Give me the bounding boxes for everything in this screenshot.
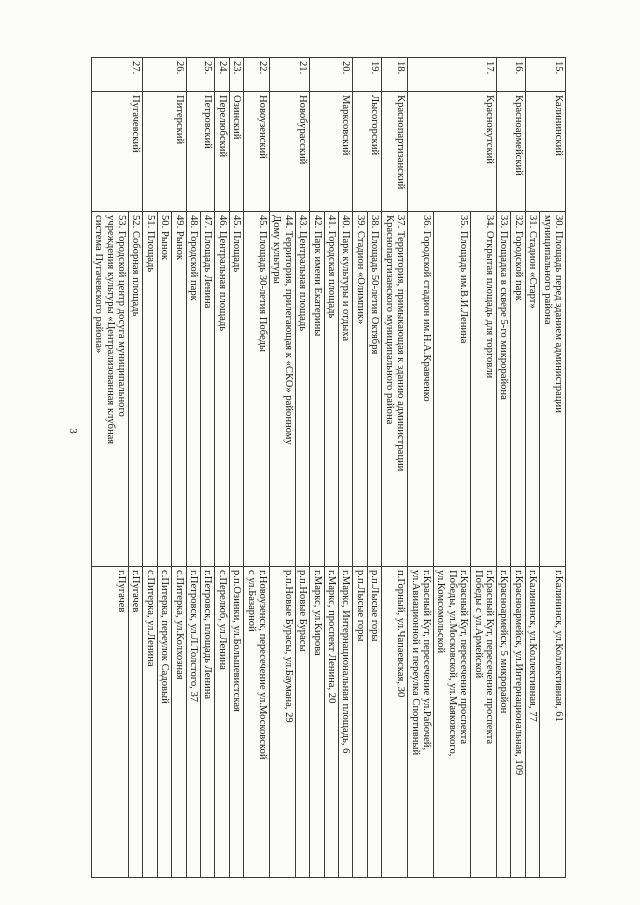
address-line: г.Пугачев bbox=[116, 570, 127, 613]
place-line: Дому культуры bbox=[271, 215, 283, 284]
place-address bbox=[270, 567, 296, 878]
place-address bbox=[244, 567, 270, 878]
table-row bbox=[382, 58, 408, 878]
place-name bbox=[324, 212, 338, 567]
page-number: 3 bbox=[66, 428, 79, 434]
row-number: 15. bbox=[525, 58, 565, 92]
table-row bbox=[229, 58, 243, 878]
place-name bbox=[270, 212, 296, 567]
place-line: 40. Парк культуры и отдыха bbox=[340, 215, 352, 342]
place-name bbox=[295, 212, 309, 567]
place-name bbox=[172, 212, 186, 567]
place-name bbox=[129, 212, 143, 567]
rotated-table-wrapper bbox=[93, 57, 566, 877]
place-address bbox=[186, 567, 200, 878]
address-line: г.Петровск, ул.Л.Толстого, 37 bbox=[188, 570, 200, 703]
place-address bbox=[324, 567, 338, 878]
district-name: Питерский bbox=[143, 92, 186, 212]
place-line: 42. Парк имени Екатерины bbox=[311, 215, 323, 337]
place-name bbox=[229, 212, 243, 567]
place-line: 45. Площадь bbox=[231, 215, 243, 273]
place-line: муниципального района bbox=[541, 215, 553, 325]
place-line: 41. Городская площадь bbox=[326, 215, 338, 319]
address-line: г.Маркс, Интернациональная площадь, 6 bbox=[340, 570, 352, 754]
address-line: Победы, ул.Московской, ул.Маяковского, bbox=[446, 570, 458, 757]
place-line: 45. Площадь 30-летия Победы bbox=[257, 215, 269, 353]
address-line: г.Маркс, проспект Ленина, 20 bbox=[326, 570, 338, 704]
place-address bbox=[215, 567, 229, 878]
place-address bbox=[201, 567, 215, 878]
place-name bbox=[496, 212, 510, 567]
district-name: Озинский bbox=[229, 92, 243, 212]
place-line: 44. Территория, прилегающая к «СКО» районному bbox=[282, 215, 294, 445]
row-number: 25. bbox=[186, 58, 215, 92]
place-name bbox=[91, 212, 128, 567]
table-body bbox=[91, 58, 565, 878]
address-line: с ул.Базарной bbox=[245, 570, 257, 632]
district-name: Новоузенский bbox=[244, 92, 270, 212]
table-row bbox=[201, 58, 215, 878]
table-row bbox=[471, 58, 497, 878]
place-name bbox=[525, 212, 539, 567]
table-row bbox=[129, 58, 143, 878]
table-row bbox=[215, 58, 229, 878]
place-address bbox=[353, 567, 367, 878]
row-number: 27. bbox=[91, 58, 143, 92]
place-address bbox=[471, 567, 497, 878]
table-row bbox=[339, 58, 353, 878]
place-line: 37. Территория, примыкающая к зданию администрации bbox=[395, 215, 407, 472]
address-line: р.п.Лысые горы bbox=[354, 570, 366, 642]
place-name bbox=[511, 212, 525, 567]
row-number: 19. bbox=[353, 58, 382, 92]
place-name bbox=[367, 212, 381, 567]
address-line: ул.Авиационной и переулка Спортивный bbox=[409, 570, 421, 756]
place-name bbox=[215, 212, 229, 567]
address-line: с.Питерка, ул.Ленина bbox=[144, 570, 156, 667]
place-line: учреждения культуры «Централизованная клубная bbox=[104, 215, 116, 445]
places-table bbox=[91, 57, 566, 878]
place-name bbox=[408, 212, 434, 567]
place-address bbox=[129, 567, 143, 878]
address-line: г.Красный Кут, пересечение ул.Рабочей, bbox=[420, 570, 432, 751]
place-line: система Пугачевского района» bbox=[93, 215, 105, 354]
address-line: г.Красноармейск, ул.Интернациональная, 109 bbox=[512, 570, 524, 776]
address-line: г.Красный Кут, пересечение проспекта bbox=[483, 570, 495, 745]
table-row bbox=[172, 58, 186, 878]
address-line: г.Петровск, площадь Ленина bbox=[202, 570, 214, 700]
place-name bbox=[244, 212, 270, 567]
place-name bbox=[186, 212, 200, 567]
place-address bbox=[310, 567, 324, 878]
place-line: 50. Рынок bbox=[159, 215, 171, 261]
place-address bbox=[339, 567, 353, 878]
row-number: 21. bbox=[270, 58, 310, 92]
place-address bbox=[511, 567, 525, 878]
place-name bbox=[339, 212, 353, 567]
row-number: 17. bbox=[408, 58, 497, 92]
place-name bbox=[143, 212, 157, 567]
table-row bbox=[367, 58, 381, 878]
place-line: 49. Рынок bbox=[173, 215, 185, 261]
place-address bbox=[295, 567, 309, 878]
place-address bbox=[367, 567, 381, 878]
place-line: 32. Городской парк bbox=[512, 215, 524, 301]
row-number: 18. bbox=[382, 58, 408, 92]
place-address bbox=[408, 567, 434, 878]
place-address bbox=[382, 567, 408, 878]
place-name bbox=[310, 212, 324, 567]
row-number: 23. bbox=[229, 58, 243, 92]
place-line: 35. Площадь им.В.И.Ленина bbox=[458, 215, 470, 344]
place-line: 36. Городской стадион им.Н.А.Кравченко bbox=[420, 215, 432, 402]
district-name: Петровский bbox=[186, 92, 215, 212]
district-name: Краснокутский bbox=[408, 92, 497, 212]
place-address bbox=[172, 567, 186, 878]
address-line: с.Питерка, переулок Садовый bbox=[159, 570, 171, 704]
address-line: с.Перелюб, ул.Ленина bbox=[216, 570, 228, 670]
place-line: 48. Городской парк bbox=[188, 215, 200, 301]
row-number: 16. bbox=[496, 58, 525, 92]
district-name: Марксовский bbox=[310, 92, 353, 212]
district-name: Красноармейский bbox=[496, 92, 525, 212]
address-line: г.Маркс, ул.Кирова bbox=[311, 570, 323, 656]
table-row bbox=[511, 58, 525, 878]
place-line: 46. Центральная площадь bbox=[216, 215, 228, 332]
place-name bbox=[382, 212, 408, 567]
district-name: Перелюбский bbox=[215, 92, 229, 212]
row-number: 22. bbox=[244, 58, 270, 92]
place-line: 38. Площадь 50-летия Октября bbox=[369, 215, 381, 355]
place-name bbox=[201, 212, 215, 567]
address-line: р.п.Новые Бурасы, ул.Баумана, 29 bbox=[282, 570, 294, 723]
district-name: Пугачевский bbox=[91, 92, 143, 212]
place-name bbox=[353, 212, 367, 567]
address-line: г.Пугачев bbox=[130, 570, 142, 613]
row-number: 20. bbox=[310, 58, 353, 92]
district-name: Краснопартизанский bbox=[382, 92, 408, 212]
table-row bbox=[295, 58, 309, 878]
district-name: Калининский bbox=[525, 92, 565, 212]
address-line: р.п.Новые Бурасы bbox=[297, 570, 309, 652]
place-address bbox=[433, 567, 470, 878]
place-name bbox=[157, 212, 171, 567]
place-address bbox=[157, 567, 171, 878]
address-line: с.Питерка, ул.Колхозная bbox=[173, 570, 185, 680]
place-line: 33. Площадка в сквере 5-го микрорайона bbox=[498, 215, 510, 400]
row-number: 24. bbox=[215, 58, 229, 92]
place-address bbox=[143, 567, 157, 878]
place-address bbox=[540, 567, 566, 878]
address-line: п.Горный, ул.Чапаевская, 30 bbox=[395, 570, 407, 698]
place-address bbox=[496, 567, 510, 878]
place-name bbox=[540, 212, 566, 567]
address-line: г.Красноармейск, 5 микрорайон bbox=[498, 570, 510, 714]
place-line: Краснопартизанского муниципального района bbox=[383, 215, 395, 425]
place-address bbox=[229, 567, 243, 878]
address-line: г.Новоузенск, пересечение ул.Московской bbox=[257, 570, 269, 760]
table-row bbox=[540, 58, 566, 878]
place-name bbox=[433, 212, 470, 567]
table-row bbox=[244, 58, 270, 878]
place-address bbox=[525, 567, 539, 878]
address-line: ул.Комсомольской bbox=[435, 570, 447, 654]
place-line: 52. Соборная площадь bbox=[130, 215, 142, 317]
address-line: р.п.Лысые горы bbox=[369, 570, 381, 642]
place-line: 47. Площадь Ленина bbox=[202, 215, 214, 309]
district-name: Новобурасский bbox=[270, 92, 310, 212]
row-number: 26. bbox=[143, 58, 186, 92]
place-line: 43. Центральная площадь bbox=[297, 215, 309, 332]
address-line: г.Калининск, ул.Коллективная, 61 bbox=[553, 570, 564, 722]
place-line: 39. Стадион «Олимпик» bbox=[354, 215, 366, 325]
place-line: 34. Открытая площадь для торговли bbox=[483, 215, 495, 379]
address-line: Победы с ул.Армейской bbox=[472, 570, 484, 679]
district-name: Лысогорский bbox=[353, 92, 382, 212]
place-line: 30. Площадь перед зданием администрации bbox=[553, 215, 564, 413]
address-line: г.Красный Кут, пересечение проспекта bbox=[458, 570, 470, 745]
place-line: 51. Площадь bbox=[144, 215, 156, 273]
address-line: г.Калининск, ул.Коллективная, 77 bbox=[527, 570, 539, 722]
place-line: 53. Городской центр досуга муниципального bbox=[116, 215, 127, 417]
place-name bbox=[471, 212, 497, 567]
place-line: 31. Стадион «Старт» bbox=[527, 215, 539, 309]
address-line: р.п.Озинки, ул.Большевистская bbox=[231, 570, 243, 712]
place-address bbox=[91, 567, 128, 878]
